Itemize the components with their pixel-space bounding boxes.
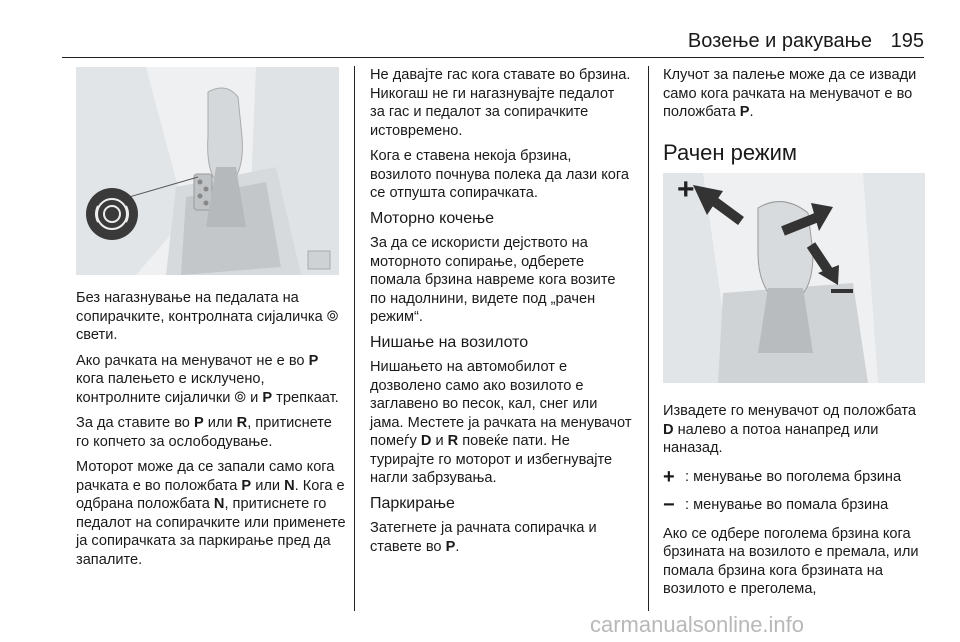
- paragraph: Моторот може да се запали само кога рачката е во положбата P или N. Кога е одбрана положбата N, притиснете го педалот на сопирачките или применете ја сопирачката за паркирање пред да запалите.: [76, 459, 346, 568]
- header-title: Возење и ракување: [687, 30, 872, 52]
- paragraph: Без нагазнување на педалата на сопирачките, контролната сијаличка ⦾ свети.: [76, 290, 339, 343]
- paragraph: Кога е ставена некоја брзина, возилото почнува полека да лази кога се отпушта сопирачката.: [370, 148, 630, 201]
- column-divider: [648, 66, 649, 611]
- section-heading: Рачен режим: [663, 139, 798, 165]
- watermark: carmanualsonline.info: [590, 612, 805, 637]
- paragraph: Ако рачката на менувачот не е во P кога палењето е исклучено, контролните сијалички ⦾ и P трепкаат.: [76, 352, 339, 406]
- paragraph: Клучот за палење може да се извади само кога рачката на менувачот е во положбата P.: [663, 67, 917, 120]
- page-number: 195: [890, 30, 924, 52]
- brake-warning-icon: ⦾: [234, 389, 247, 406]
- paragraph: Затегнете ја рачната сопирачка и ставете во P.: [370, 520, 597, 555]
- column-left: [76, 289, 346, 576]
- paragraph: Нишањето на автомобилот е дозволено само ако возилото е заглавено во песок, кал, снег или јама. Местете ја рачката на менувачот помеѓу D и R повеќе пати. Не турирајте го моторот и избегнувајте нагли забрзувања.: [370, 359, 632, 486]
- header-rule: [62, 57, 924, 58]
- brake-warning-icon: ⦾: [326, 308, 339, 325]
- gear-lever-photo: [76, 67, 339, 275]
- plus-icon: +: [663, 465, 675, 488]
- paragraph: Не давајте гас кога ставате во брзина. Никогаш не ги нагазнувајте педалот за гас и педалот за сопирачките истовремено.: [370, 67, 631, 139]
- legend-item: − : менување во помала брзина: [663, 494, 889, 516]
- svg-text:+: +: [677, 173, 695, 206]
- manual-mode-photo: [663, 173, 925, 383]
- paragraph: За да ставите во P или R, притиснете го копчето за ослободување.: [76, 415, 332, 450]
- column-middle: [370, 66, 632, 563]
- paragraph: За да се искористи дејството на моторното сопирање, одберете помала брзина навреме кога возите по надолнини, видете под „рачен режим“.: [370, 235, 616, 325]
- paragraph: Ако се одбере поголема брзина кога брзината на возилото е премала, или помала брзина кога брзината на возилото е преголема,: [663, 525, 919, 597]
- minus-icon: −: [663, 494, 675, 516]
- column-divider: [354, 66, 355, 611]
- section-heading: Нишање на возилото: [370, 333, 529, 351]
- paragraph: Извадете го менувачот од положбата D налево а потоа нанапред или наназад.: [663, 403, 917, 456]
- legend-item: + : менување во поголема брзина: [663, 465, 902, 488]
- section-heading: Моторно кочење: [370, 209, 495, 227]
- section-heading: Паркирање: [370, 494, 455, 512]
